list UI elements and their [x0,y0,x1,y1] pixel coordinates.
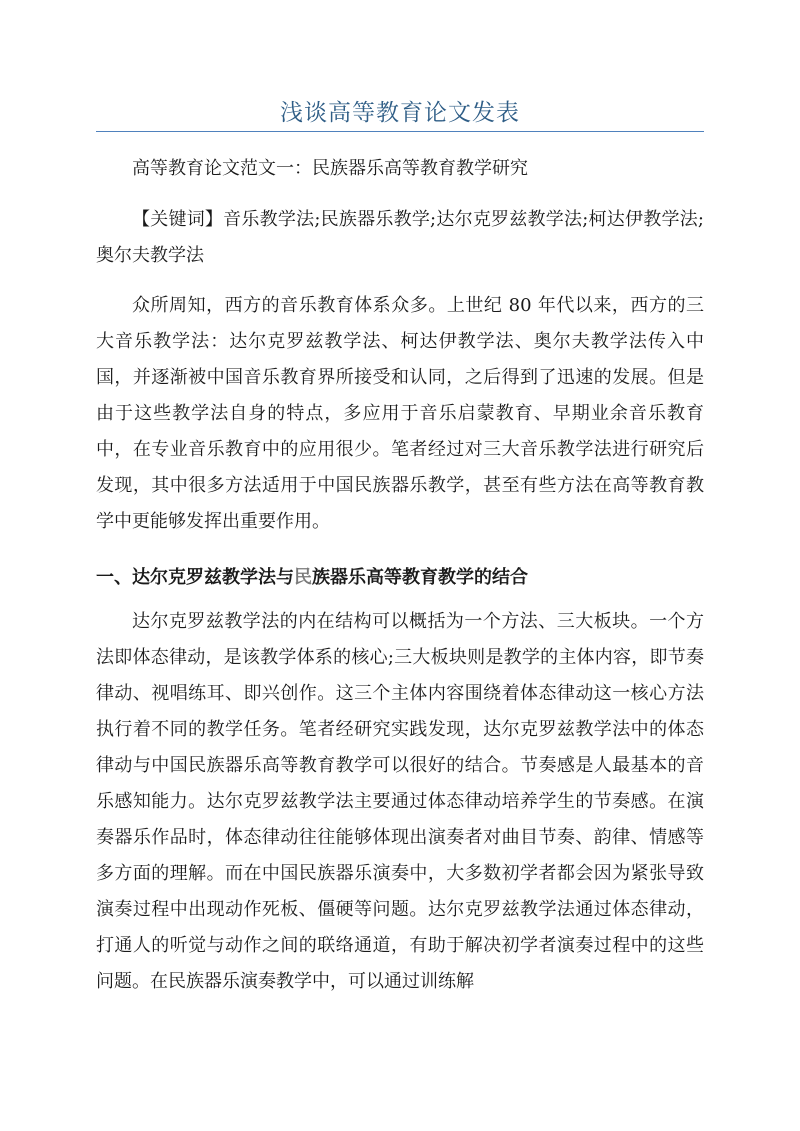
subtitle-paragraph: 高等教育论文范文一：民族器乐高等教育教学研究 [132,158,528,179]
document-title: 浅谈高等教育论文发表 [280,100,520,126]
keywords-paragraph: 【关键词】音乐教学法;民族器乐教学;达尔克罗兹教学法;柯达伊教学法;奥尔夫教学法 [96,209,704,266]
section-body-paragraph: 达尔克罗兹教学法的内在结构可以概括为一个方法、三大板块。一个方法即体态律动，是该教学体系的核心;三大板块则是教学的主体内容，即节奏律动、视唱练耳、即兴创作。这三个主体内容围绕着体态律动这一核心方法执行着不同的教学任务。笔者经研究实践发现，达尔克罗兹教学法中的体态律动与中国民族器乐高等教育教学可以很好的结合。节奏感是人最基本的音乐感知能力。达尔克罗兹教学法主要通过体态律动培养学生的节奏感。在演奏器乐作品时，体态律动往往能够体现出演奏者对曲目节奏、韵律、情感等多方面的理解。而在中国民族器乐演奏中，大多数初学者都会因为紧张导致演奏过程中出现动作死板、僵硬等问题。达尔克罗兹教学法通过体态律动，打通人的听觉与动作之间的联络通道，有助于解决初学者演奏过程中的这些问题。在民族器乐演奏教学中，可以通过训练解 [96,611,704,992]
section-heading-part2: 民 [294,567,312,588]
title-underline [96,131,704,132]
section-heading-part1: 一、达尔克罗兹教学法与 [96,567,294,588]
section-heading-part3: 族器乐高等教育教学的结合 [312,567,528,588]
section-heading [96,560,704,596]
intro-paragraph: 众所周知，西方的音乐教育体系众多。上世纪 80 年代以来，西方的三大音乐教学法：达尔克罗兹教学法、柯达伊教学法、奥尔夫教学法传入中国，并逐渐被中国音乐教育界所接受和认同，之后得到了迅速的发展。但是由于这些教学法自身的特点，多应用于音乐启蒙教育、早期业余音乐教育中，在专业音乐教育中的应用很少。笔者经过对三大音乐教学法进行研究后发现，其中很多方法适用于中国民族器乐教学，甚至有些方法在高等教育教学中更能够发挥出重要作用。 [96,295,704,532]
